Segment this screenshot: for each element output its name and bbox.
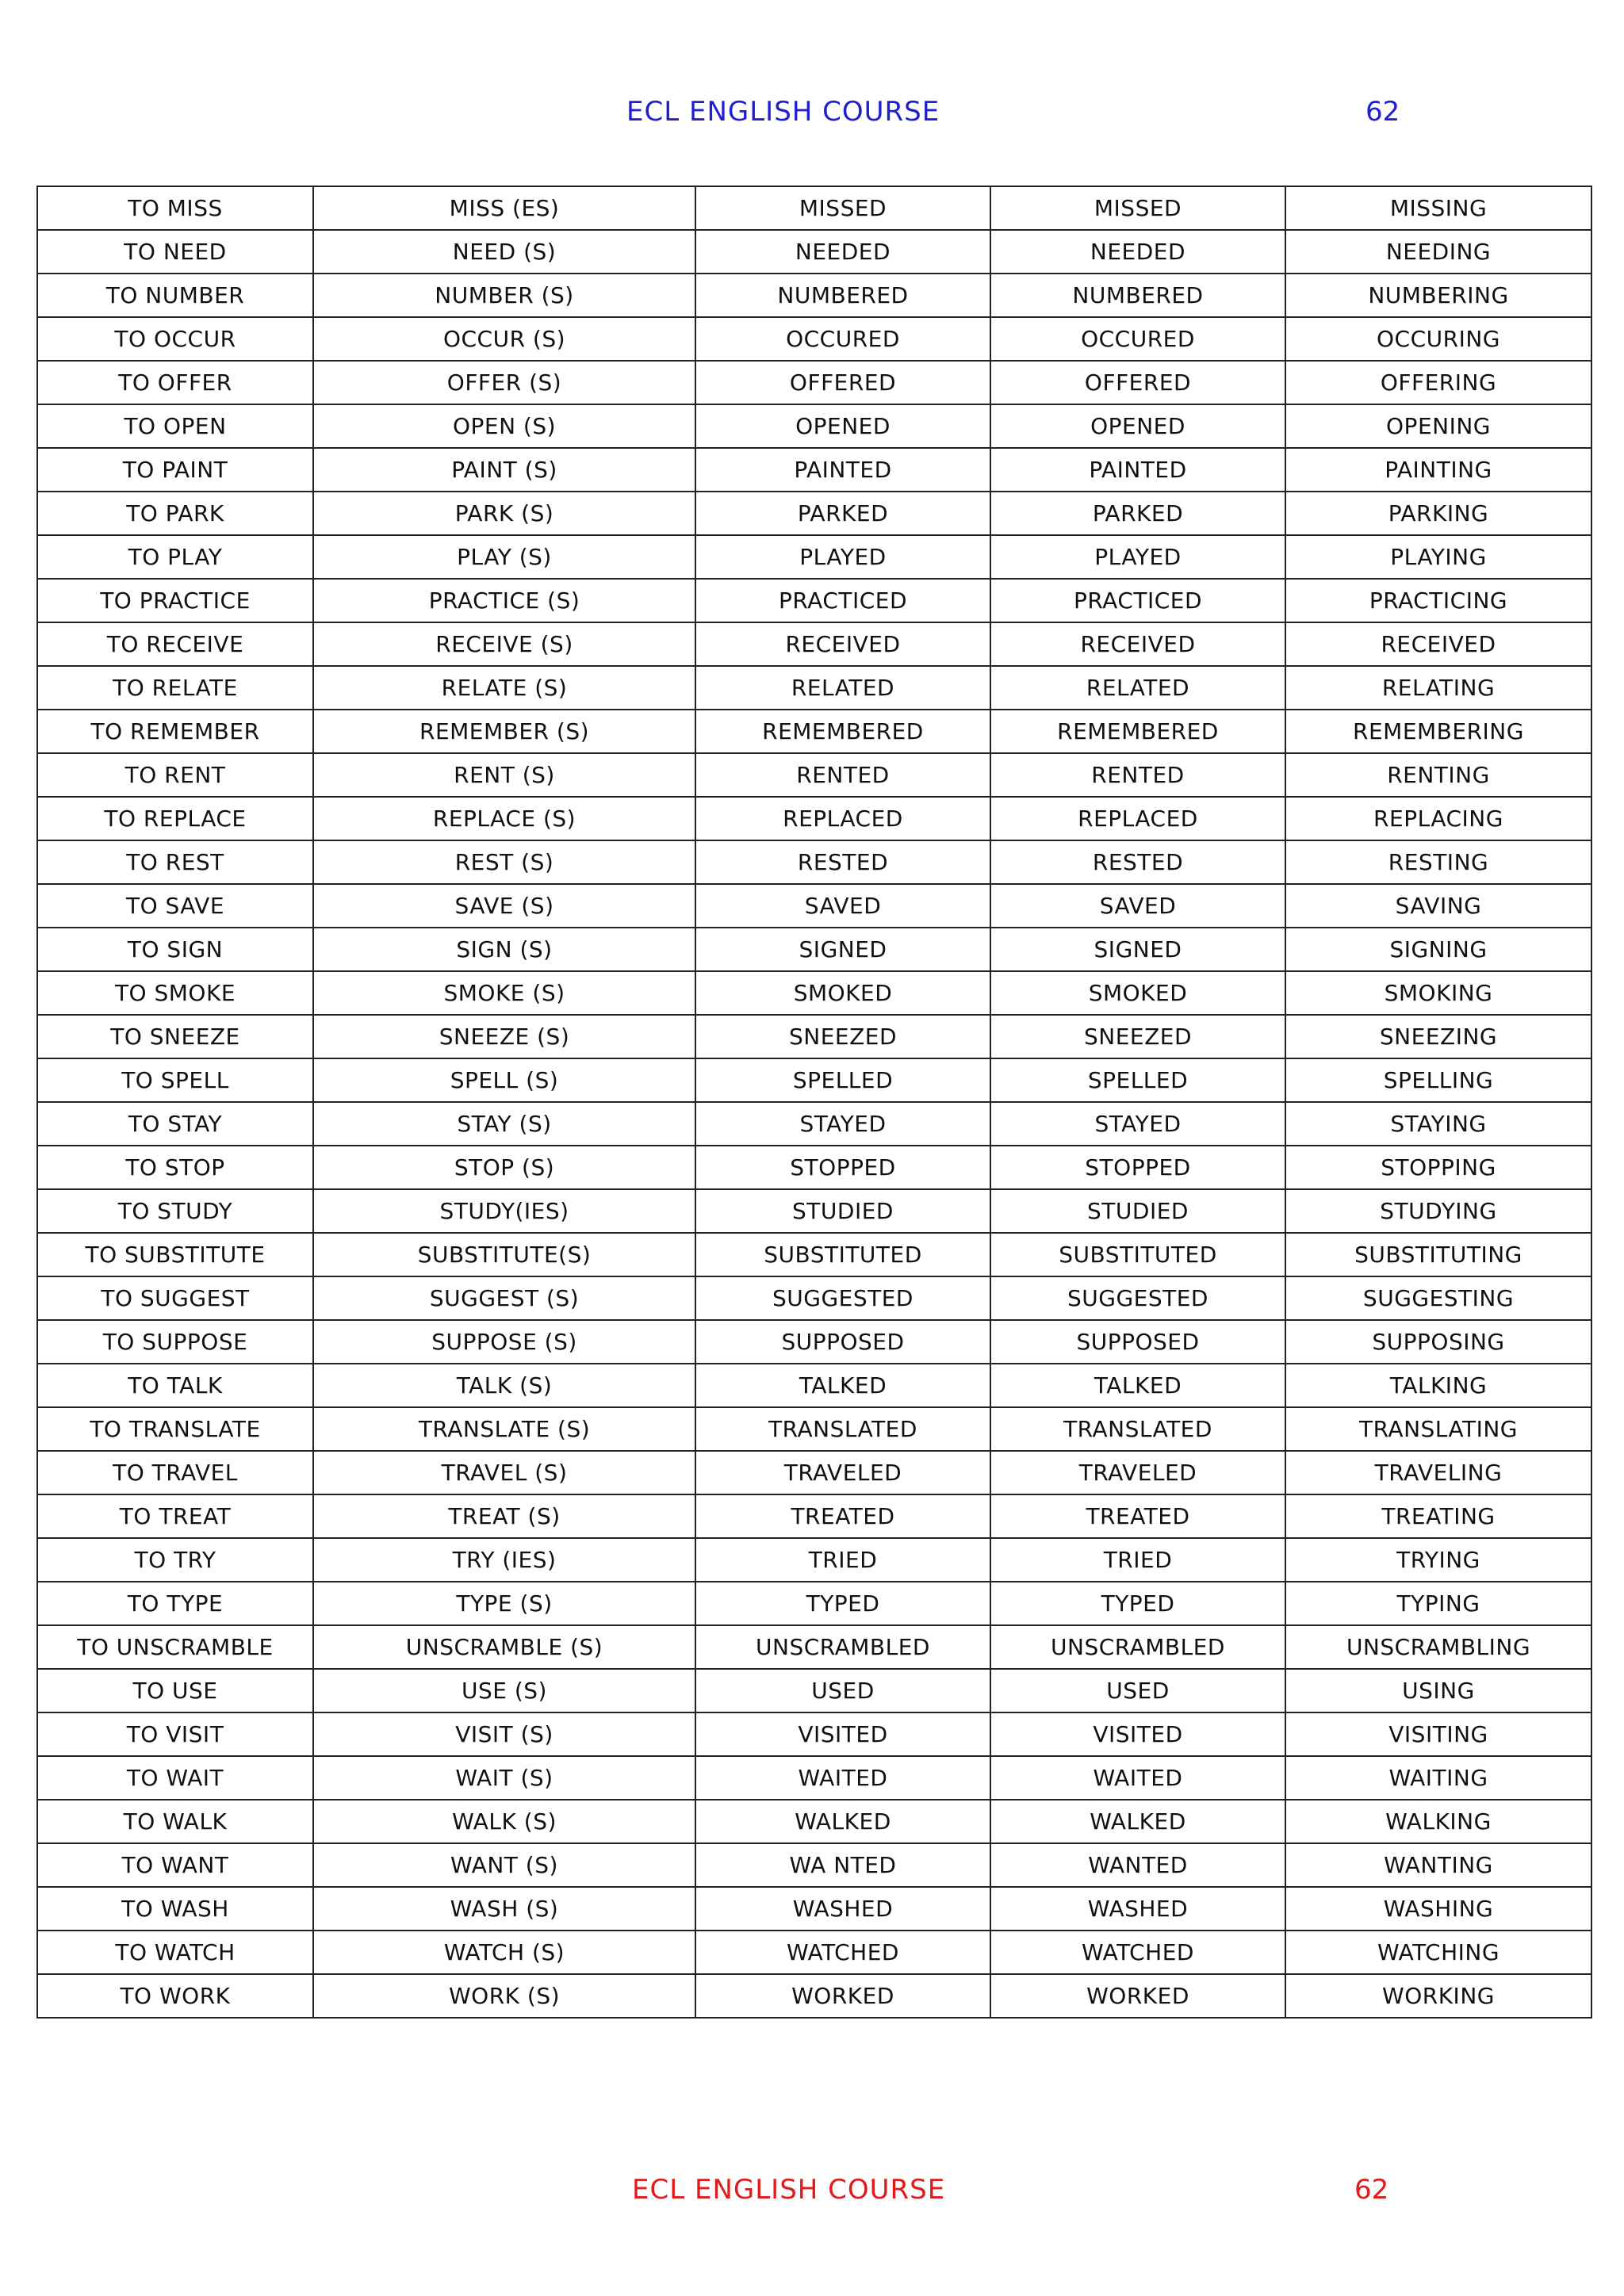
- verb-table-body: [37, 186, 1591, 2018]
- present-cell: SUBSTITUTE(S): [313, 1233, 695, 1276]
- past-participle-cell: STUDIED: [990, 1189, 1285, 1233]
- present-cell: PAINT (S): [313, 448, 695, 492]
- present-cell: WORK (S): [313, 1974, 695, 2018]
- gerund-cell: REMEMBERING: [1285, 710, 1591, 753]
- table-row: [37, 1058, 1591, 1102]
- gerund-cell: STUDYING: [1285, 1189, 1591, 1233]
- past-cell: SAVED: [695, 884, 990, 928]
- table-row: [37, 622, 1591, 666]
- gerund-cell: OPENING: [1285, 404, 1591, 448]
- infinitive-cell: TO PRACTICE: [37, 579, 313, 622]
- gerund-cell: NUMBERING: [1285, 274, 1591, 317]
- gerund-cell: UNSCRAMBLING: [1285, 1625, 1591, 1669]
- past-cell: SUPPOSED: [695, 1320, 990, 1364]
- table-row: [37, 1931, 1591, 1974]
- past-participle-cell: STOPPED: [990, 1146, 1285, 1189]
- past-cell: WAITED: [695, 1756, 990, 1800]
- present-cell: REST (S): [313, 840, 695, 884]
- gerund-cell: TYPING: [1285, 1582, 1591, 1625]
- present-cell: NUMBER (S): [313, 274, 695, 317]
- infinitive-cell: TO REPLACE: [37, 797, 313, 840]
- gerund-cell: WALKING: [1285, 1800, 1591, 1843]
- table-row: [37, 1974, 1591, 2018]
- table-row: [37, 230, 1591, 274]
- table-row: [37, 492, 1591, 535]
- table-row: [37, 535, 1591, 579]
- past-participle-cell: OPENED: [990, 404, 1285, 448]
- past-cell: RENTED: [695, 753, 990, 797]
- past-participle-cell: NEEDED: [990, 230, 1285, 274]
- past-participle-cell: SNEEZED: [990, 1015, 1285, 1058]
- past-cell: NUMBERED: [695, 274, 990, 317]
- table-row: [37, 666, 1591, 710]
- past-cell: PRACTICED: [695, 579, 990, 622]
- present-cell: UNSCRAMBLE (S): [313, 1625, 695, 1669]
- footer-page-number: 62: [1354, 2174, 1389, 2206]
- past-participle-cell: WASHED: [990, 1887, 1285, 1931]
- gerund-cell: TRANSLATING: [1285, 1407, 1591, 1451]
- past-participle-cell: PAINTED: [990, 448, 1285, 492]
- present-cell: SMOKE (S): [313, 971, 695, 1015]
- past-participle-cell: SAVED: [990, 884, 1285, 928]
- table-row: [37, 1233, 1591, 1276]
- infinitive-cell: TO SMOKE: [37, 971, 313, 1015]
- gerund-cell: VISITING: [1285, 1712, 1591, 1756]
- table-row: [37, 317, 1591, 361]
- past-cell: RESTED: [695, 840, 990, 884]
- past-cell: TRANSLATED: [695, 1407, 990, 1451]
- gerund-cell: USING: [1285, 1669, 1591, 1712]
- present-cell: NEED (S): [313, 230, 695, 274]
- infinitive-cell: TO PLAY: [37, 535, 313, 579]
- present-cell: STOP (S): [313, 1146, 695, 1189]
- table-row: [37, 1712, 1591, 1756]
- past-cell: WORKED: [695, 1974, 990, 2018]
- infinitive-cell: TO SPELL: [37, 1058, 313, 1102]
- present-cell: STAY (S): [313, 1102, 695, 1146]
- present-cell: SUGGEST (S): [313, 1276, 695, 1320]
- infinitive-cell: TO TALK: [37, 1364, 313, 1407]
- gerund-cell: PARKING: [1285, 492, 1591, 535]
- past-cell: OPENED: [695, 404, 990, 448]
- infinitive-cell: TO SAVE: [37, 884, 313, 928]
- past-participle-cell: SUGGESTED: [990, 1276, 1285, 1320]
- gerund-cell: REPLACING: [1285, 797, 1591, 840]
- infinitive-cell: TO STUDY: [37, 1189, 313, 1233]
- infinitive-cell: TO TREAT: [37, 1494, 313, 1538]
- past-participle-cell: USED: [990, 1669, 1285, 1712]
- past-participle-cell: RECEIVED: [990, 622, 1285, 666]
- past-cell: STUDIED: [695, 1189, 990, 1233]
- present-cell: SPELL (S): [313, 1058, 695, 1102]
- present-cell: RECEIVE (S): [313, 622, 695, 666]
- past-cell: MISSED: [695, 186, 990, 230]
- gerund-cell: WAITING: [1285, 1756, 1591, 1800]
- verb-conjugation-table: [36, 186, 1592, 2019]
- past-participle-cell: TRAVELED: [990, 1451, 1285, 1494]
- past-cell: TREATED: [695, 1494, 990, 1538]
- past-participle-cell: RELATED: [990, 666, 1285, 710]
- infinitive-cell: TO WORK: [37, 1974, 313, 2018]
- present-cell: TYPE (S): [313, 1582, 695, 1625]
- present-cell: REMEMBER (S): [313, 710, 695, 753]
- infinitive-cell: TO RECEIVE: [37, 622, 313, 666]
- past-cell: OFFERED: [695, 361, 990, 404]
- infinitive-cell: TO SUGGEST: [37, 1276, 313, 1320]
- infinitive-cell: TO WALK: [37, 1800, 313, 1843]
- past-cell: PLAYED: [695, 535, 990, 579]
- past-participle-cell: MISSED: [990, 186, 1285, 230]
- present-cell: SAVE (S): [313, 884, 695, 928]
- present-cell: WATCH (S): [313, 1931, 695, 1974]
- present-cell: MISS (ES): [313, 186, 695, 230]
- infinitive-cell: TO TRAVEL: [37, 1451, 313, 1494]
- infinitive-cell: TO STAY: [37, 1102, 313, 1146]
- infinitive-cell: TO OCCUR: [37, 317, 313, 361]
- past-participle-cell: WATCHED: [990, 1931, 1285, 1974]
- header-title: ECL ENGLISH COURSE: [626, 96, 940, 128]
- table-row: [37, 1625, 1591, 1669]
- present-cell: STUDY(IES): [313, 1189, 695, 1233]
- past-cell: WALKED: [695, 1800, 990, 1843]
- footer-title: ECL ENGLISH COURSE: [632, 2174, 946, 2206]
- present-cell: WANT (S): [313, 1843, 695, 1887]
- past-cell: TRAVELED: [695, 1451, 990, 1494]
- present-cell: OPEN (S): [313, 404, 695, 448]
- table-row: [37, 797, 1591, 840]
- past-participle-cell: WALKED: [990, 1800, 1285, 1843]
- present-cell: WASH (S): [313, 1887, 695, 1931]
- past-cell: STAYED: [695, 1102, 990, 1146]
- table-row: [37, 1756, 1591, 1800]
- table-row: [37, 1538, 1591, 1582]
- past-cell: TALKED: [695, 1364, 990, 1407]
- present-cell: SUPPOSE (S): [313, 1320, 695, 1364]
- present-cell: OCCUR (S): [313, 317, 695, 361]
- past-participle-cell: RENTED: [990, 753, 1285, 797]
- past-participle-cell: SPELLED: [990, 1058, 1285, 1102]
- gerund-cell: OCCURING: [1285, 317, 1591, 361]
- table-row: [37, 884, 1591, 928]
- present-cell: TREAT (S): [313, 1494, 695, 1538]
- infinitive-cell: TO OPEN: [37, 404, 313, 448]
- past-cell: SPELLED: [695, 1058, 990, 1102]
- past-participle-cell: SIGNED: [990, 928, 1285, 971]
- gerund-cell: WANTING: [1285, 1843, 1591, 1887]
- past-participle-cell: SUBSTITUTED: [990, 1233, 1285, 1276]
- past-participle-cell: TALKED: [990, 1364, 1285, 1407]
- past-cell: TRIED: [695, 1538, 990, 1582]
- past-participle-cell: WAITED: [990, 1756, 1285, 1800]
- infinitive-cell: TO REMEMBER: [37, 710, 313, 753]
- infinitive-cell: TO RENT: [37, 753, 313, 797]
- table-row: [37, 1800, 1591, 1843]
- table-row: [37, 1276, 1591, 1320]
- table-row: [37, 1015, 1591, 1058]
- past-participle-cell: NUMBERED: [990, 274, 1285, 317]
- past-participle-cell: TRANSLATED: [990, 1407, 1285, 1451]
- table-row: [37, 971, 1591, 1015]
- table-row: [37, 928, 1591, 971]
- gerund-cell: TREATING: [1285, 1494, 1591, 1538]
- table-row: [37, 186, 1591, 230]
- gerund-cell: SAVING: [1285, 884, 1591, 928]
- present-cell: SNEEZE (S): [313, 1015, 695, 1058]
- gerund-cell: SPELLING: [1285, 1058, 1591, 1102]
- present-cell: TRAVEL (S): [313, 1451, 695, 1494]
- infinitive-cell: TO WANT: [37, 1843, 313, 1887]
- past-cell: USED: [695, 1669, 990, 1712]
- infinitive-cell: TO MISS: [37, 186, 313, 230]
- table-row: [37, 1189, 1591, 1233]
- past-participle-cell: PRACTICED: [990, 579, 1285, 622]
- past-cell: TYPED: [695, 1582, 990, 1625]
- gerund-cell: RECEIVED: [1285, 622, 1591, 666]
- gerund-cell: SUPPOSING: [1285, 1320, 1591, 1364]
- present-cell: WALK (S): [313, 1800, 695, 1843]
- infinitive-cell: TO PAINT: [37, 448, 313, 492]
- gerund-cell: PAINTING: [1285, 448, 1591, 492]
- table-row: [37, 710, 1591, 753]
- past-cell: SIGNED: [695, 928, 990, 971]
- past-participle-cell: TREATED: [990, 1494, 1285, 1538]
- gerund-cell: STOPPING: [1285, 1146, 1591, 1189]
- present-cell: WAIT (S): [313, 1756, 695, 1800]
- gerund-cell: SUBSTITUTING: [1285, 1233, 1591, 1276]
- gerund-cell: TALKING: [1285, 1364, 1591, 1407]
- past-participle-cell: REPLACED: [990, 797, 1285, 840]
- infinitive-cell: TO SUBSTITUTE: [37, 1233, 313, 1276]
- past-cell: STOPPED: [695, 1146, 990, 1189]
- gerund-cell: NEEDING: [1285, 230, 1591, 274]
- present-cell: TALK (S): [313, 1364, 695, 1407]
- table-row: [37, 1887, 1591, 1931]
- table-row: [37, 753, 1591, 797]
- infinitive-cell: TO OFFER: [37, 361, 313, 404]
- gerund-cell: WASHING: [1285, 1887, 1591, 1931]
- present-cell: PARK (S): [313, 492, 695, 535]
- past-cell: PAINTED: [695, 448, 990, 492]
- present-cell: VISIT (S): [313, 1712, 695, 1756]
- past-participle-cell: RESTED: [990, 840, 1285, 884]
- gerund-cell: PLAYING: [1285, 535, 1591, 579]
- past-cell: WATCHED: [695, 1931, 990, 1974]
- gerund-cell: WATCHING: [1285, 1931, 1591, 1974]
- table-row: [37, 1102, 1591, 1146]
- table-row: [37, 840, 1591, 884]
- past-participle-cell: SUPPOSED: [990, 1320, 1285, 1364]
- past-cell: OCCURED: [695, 317, 990, 361]
- table-row: [37, 1494, 1591, 1538]
- gerund-cell: WORKING: [1285, 1974, 1591, 2018]
- past-participle-cell: TYPED: [990, 1582, 1285, 1625]
- header-page-number: 62: [1365, 96, 1400, 128]
- infinitive-cell: TO REST: [37, 840, 313, 884]
- infinitive-cell: TO STOP: [37, 1146, 313, 1189]
- gerund-cell: SMOKING: [1285, 971, 1591, 1015]
- table-row: [37, 579, 1591, 622]
- past-cell: UNSCRAMBLED: [695, 1625, 990, 1669]
- past-cell: VISITED: [695, 1712, 990, 1756]
- infinitive-cell: TO WAIT: [37, 1756, 313, 1800]
- present-cell: PLAY (S): [313, 535, 695, 579]
- gerund-cell: PRACTICING: [1285, 579, 1591, 622]
- infinitive-cell: TO TRY: [37, 1538, 313, 1582]
- infinitive-cell: TO TRANSLATE: [37, 1407, 313, 1451]
- present-cell: RELATE (S): [313, 666, 695, 710]
- past-participle-cell: OCCURED: [990, 317, 1285, 361]
- past-participle-cell: UNSCRAMBLED: [990, 1625, 1285, 1669]
- past-cell: SUBSTITUTED: [695, 1233, 990, 1276]
- past-participle-cell: VISITED: [990, 1712, 1285, 1756]
- table-row: [37, 274, 1591, 317]
- past-cell: RECEIVED: [695, 622, 990, 666]
- gerund-cell: SNEEZING: [1285, 1015, 1591, 1058]
- past-participle-cell: REMEMBERED: [990, 710, 1285, 753]
- infinitive-cell: TO NUMBER: [37, 274, 313, 317]
- table-row: [37, 1843, 1591, 1887]
- past-participle-cell: STAYED: [990, 1102, 1285, 1146]
- past-participle-cell: WORKED: [990, 1974, 1285, 2018]
- past-participle-cell: SMOKED: [990, 971, 1285, 1015]
- infinitive-cell: TO PARK: [37, 492, 313, 535]
- gerund-cell: RENTING: [1285, 753, 1591, 797]
- gerund-cell: RESTING: [1285, 840, 1591, 884]
- gerund-cell: TRYING: [1285, 1538, 1591, 1582]
- gerund-cell: STAYING: [1285, 1102, 1591, 1146]
- past-cell: RELATED: [695, 666, 990, 710]
- present-cell: PRACTICE (S): [313, 579, 695, 622]
- past-participle-cell: PARKED: [990, 492, 1285, 535]
- past-cell: REMEMBERED: [695, 710, 990, 753]
- table-row: [37, 404, 1591, 448]
- table-row: [37, 1146, 1591, 1189]
- gerund-cell: SUGGESTING: [1285, 1276, 1591, 1320]
- past-participle-cell: WANTED: [990, 1843, 1285, 1887]
- infinitive-cell: TO WASH: [37, 1887, 313, 1931]
- past-cell: PARKED: [695, 492, 990, 535]
- present-cell: SIGN (S): [313, 928, 695, 971]
- gerund-cell: SIGNING: [1285, 928, 1591, 971]
- infinitive-cell: TO UNSCRAMBLE: [37, 1625, 313, 1669]
- present-cell: TRY (IES): [313, 1538, 695, 1582]
- gerund-cell: OFFERING: [1285, 361, 1591, 404]
- gerund-cell: RELATING: [1285, 666, 1591, 710]
- table-row: [37, 1364, 1591, 1407]
- present-cell: RENT (S): [313, 753, 695, 797]
- infinitive-cell: TO RELATE: [37, 666, 313, 710]
- present-cell: TRANSLATE (S): [313, 1407, 695, 1451]
- gerund-cell: MISSING: [1285, 186, 1591, 230]
- past-cell: NEEDED: [695, 230, 990, 274]
- present-cell: USE (S): [313, 1669, 695, 1712]
- past-participle-cell: PLAYED: [990, 535, 1285, 579]
- infinitive-cell: TO WATCH: [37, 1931, 313, 1974]
- table-row: [37, 1451, 1591, 1494]
- past-cell: SNEEZED: [695, 1015, 990, 1058]
- table-row: [37, 1320, 1591, 1364]
- table-row: [37, 448, 1591, 492]
- table-row: [37, 1407, 1591, 1451]
- past-participle-cell: OFFERED: [990, 361, 1285, 404]
- infinitive-cell: TO SNEEZE: [37, 1015, 313, 1058]
- past-cell: SMOKED: [695, 971, 990, 1015]
- table-row: [37, 1582, 1591, 1625]
- infinitive-cell: TO SIGN: [37, 928, 313, 971]
- present-cell: OFFER (S): [313, 361, 695, 404]
- infinitive-cell: TO USE: [37, 1669, 313, 1712]
- past-cell: REPLACED: [695, 797, 990, 840]
- table-row: [37, 361, 1591, 404]
- infinitive-cell: TO TYPE: [37, 1582, 313, 1625]
- past-cell: SUGGESTED: [695, 1276, 990, 1320]
- infinitive-cell: TO SUPPOSE: [37, 1320, 313, 1364]
- past-participle-cell: TRIED: [990, 1538, 1285, 1582]
- present-cell: REPLACE (S): [313, 797, 695, 840]
- gerund-cell: TRAVELING: [1285, 1451, 1591, 1494]
- infinitive-cell: TO NEED: [37, 230, 313, 274]
- infinitive-cell: TO VISIT: [37, 1712, 313, 1756]
- table-row: [37, 1669, 1591, 1712]
- past-cell: WA NTED: [695, 1843, 990, 1887]
- past-cell: WASHED: [695, 1887, 990, 1931]
